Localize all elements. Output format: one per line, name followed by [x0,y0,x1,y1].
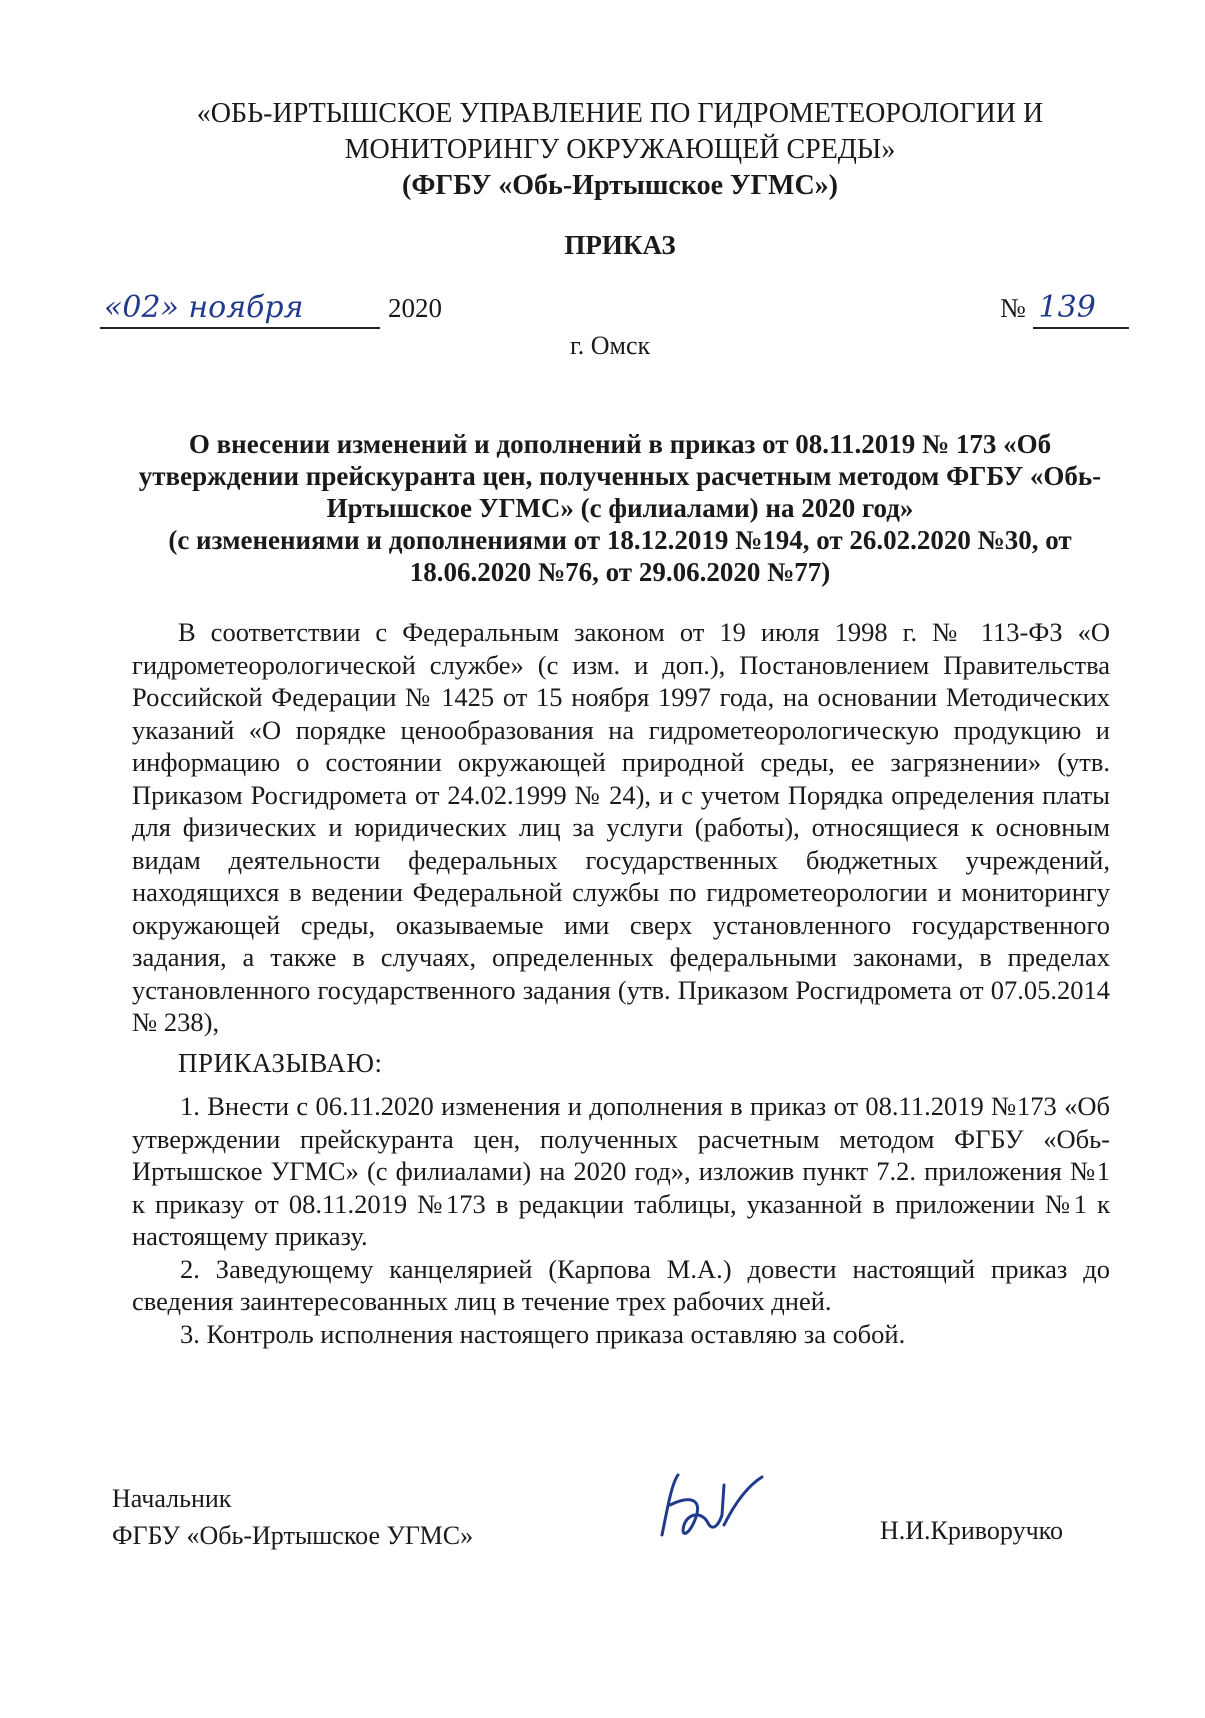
preamble-paragraph: В соответствии с Федеральным законом от 19 июля 1998 г. № 113-ФЗ «О гидрометеорологической службе» (с изм. и доп.), Постановлением Правительства Российской Федерации № 1425 от 15 ноября 1997 года, на основании Методических указаний «О порядке ценообразования на гидрометеорологическую продукцию и информацию о состоянии окружающей природной среды, ее загрязнении» (утв. Приказом Росгидромета от 24.02.1999 № 24), и с учетом Порядка определения платы для физических и юридических лиц за услуги (работы), относящиеся к основным видам деятельности федеральных государственных бюджетных учреждений, находящихся в ведении Федеральной службы по гидрометеорологии и мониторингу окружающей среды, оказываемые ими сверх установленного государственного задания, а также в случаях, определенных федеральными законами, в пределах установленного государственного задания (утв. Приказом Росгидромета от 07.05.2014 № 238), [132,617,1110,1037]
order-year: 2020 [388,293,442,323]
order-number [1000,290,1129,329]
document-type-title: ПРИКАЗ [564,230,676,260]
subject-line-5: 18.06.2020 №76, от 29.06.2020 №77) [409,557,831,587]
order-subject [130,428,1110,588]
organization-header [130,96,1110,204]
order-date [100,290,442,329]
handwritten-signature-icon [650,1465,780,1555]
signer-position [112,1480,473,1554]
number-sign: № [1000,293,1026,323]
order-directive-word: ПРИКАЗЫВАЮ: [178,1048,383,1078]
subject-line-2: утверждении прейскуранта цен, полученных расчетным методом ФГБУ «Обь- [138,461,1102,491]
order-item-1: 1. Внести с 06.11.2020 изменения и дополнения в приказ от 08.11.2019 №173 «Об утверждении прейскуранта цен, полученных расчетным методом ФГБУ «Обь-Иртышское УГМС» (с филиалами) на 2020 год», изложив пункт 7.2. приложения №1 к приказу от 08.11.2019 №173 в редакции таблицы, указанной в приложении №1 к настоящему приказу. [132,1091,1110,1251]
order-items [132,1090,1110,1350]
order-city: г. Омск [570,331,651,360]
signer-title-line-1: Начальник [112,1484,232,1513]
subject-line-3: Иртышское УГМС» (с филиалами) на 2020 год» [326,493,914,523]
signer-name: Н.И.Криворучко [880,1516,1063,1545]
handwritten-date: «02» ноября [100,290,380,329]
signer-title-line-2: ФГБУ «Обь-Иртышское УГМС» [112,1521,474,1550]
org-name-line-2: МОНИТОРИНГУ ОКРУЖАЮЩЕЙ СРЕДЫ» [344,134,896,165]
org-abbreviation: (ФГБУ «Обь-Иртышское УГМС») [402,170,838,201]
order-item-2: 2. Заведующему канцелярией (Карпова М.А.) довести настоящий приказ до сведения заинтересованных лиц в течение трех рабочих дней. [132,1253,1110,1316]
subject-line-1: О внесении изменений и дополнений в приказ от 08.11.2019 № 173 «Об [188,429,1052,459]
handwritten-number: 139 [1033,290,1129,329]
subject-line-4: (с изменениями и дополнениями от 18.12.2019 №194, от 26.02.2020 №30, от [168,525,1072,555]
order-item-3: 3. Контроль исполнения настоящего приказа оставляю за собой. [180,1318,906,1349]
org-name-line-1: «ОБЬ-ИРТЫШСКОЕ УПРАВЛЕНИЕ ПО ГИДРОМЕТЕОРОЛОГИИ И [196,98,1044,129]
